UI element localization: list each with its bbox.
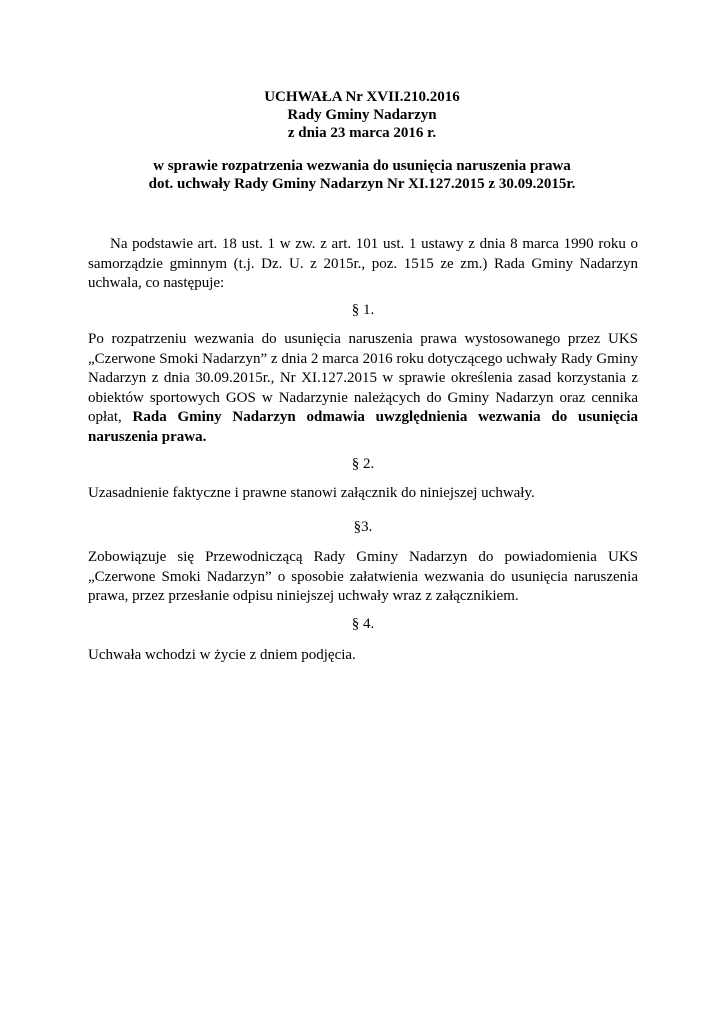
section-1-text: Po rozpatrzeniu wezwania do usunięcia naruszenia prawa wystosowanego przez UKS „Czerwone Smoki Nadarzyn” z dnia 2 marca 2016 roku dotyczącego uchwały Rady Gminy Nadarzyn z dnia 30.09.2015r., Nr XI.127.2015 w sprawie określenia zasad korzystania z obiektów sportowych GOS w Nadarzynie należących do Gminy Nadarzyn oraz cennika opłat, [88, 331, 638, 425]
subject-line-2: dot. uchwały Rady Gminy Nadarzyn Nr XI.127.2015 z 30.09.2015r. [148, 176, 576, 192]
subject-line-1: w sprawie rozpatrzenia wezwania do usunięcia naruszenia prawa [153, 158, 571, 174]
section-2-paragraph: Uzasadnienie faktyczne i prawne stanowi załącznik do niniejszej uchwały. [88, 485, 535, 501]
resolution-header [60, 88, 664, 142]
resolution-date: z dnia 23 marca 2016 r. [287, 125, 437, 141]
section-1-decision: Rada Gminy Nadarzyn odmawia uwzględnienia wezwania do usunięcia naruszenia prawa. [88, 409, 639, 445]
resolution-subject [60, 157, 664, 193]
legal-basis-paragraph: Na podstawie art. 18 ust. 1 w zw. z art. 101 ust. 1 ustawy z dnia 8 marca 1990 roku o samorządzie gminnym (t.j. Dz. U. z 2015r., poz. 1515 ze zm.) Rada Gminy Nadarzyn uchwala, co następuje: [88, 236, 638, 291]
resolution-number: UCHWAŁA Nr XVII.210.2016 [264, 89, 460, 105]
section-mark-4: § 4. [351, 616, 375, 632]
section-mark-1: § 1. [351, 302, 375, 318]
section-3-paragraph: Zobowiązuje się Przewodniczącą Rady Gminy Nadarzyn do powiadomienia UKS „Czerwone Smoki Nadarzyn” o sposobie załatwienia wezwania do usunięcia naruszenia prawa, przez przesłanie odpisu niniejszej uchwały wraz z załącznikiem. [88, 549, 638, 604]
section-mark-3: §3. [353, 519, 373, 535]
section-mark-2: § 2. [351, 456, 375, 472]
council-name: Rady Gminy Nadarzyn [287, 107, 437, 123]
section-4-paragraph: Uchwała wchodzi w życie z dniem podjęcia. [88, 647, 356, 663]
section-1-paragraph [88, 330, 638, 447]
